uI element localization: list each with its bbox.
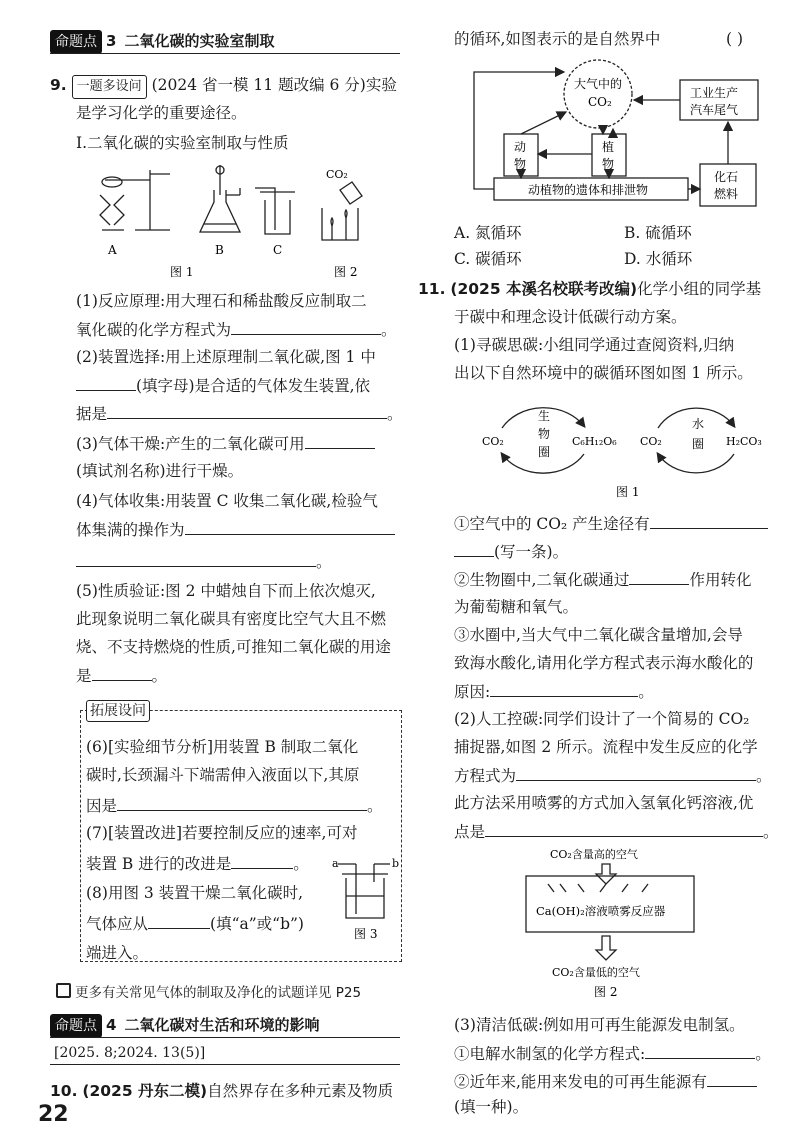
q11-p1-a: (1)寻碳思碳:小组同学通过查阅资料,归纳 — [454, 336, 735, 354]
section-4-header — [50, 1014, 319, 1038]
q11-p2-a: (2)人工控碳:同学们设计了一个简易的 CO₂ — [454, 710, 750, 728]
fig3-drying-bottle — [332, 856, 402, 946]
q10-text-b: 的循环,如图表示的是自然界中 — [454, 30, 661, 48]
q9-p2-c-line — [76, 402, 403, 425]
fig2-top: CO₂含量高的空气 — [550, 848, 638, 861]
bio-b: 物 — [538, 427, 551, 441]
answer-blank-3[interactable] — [107, 402, 387, 419]
q11-s3-b: 致海水酸化,请用化学方程式表示海水酸化的 — [454, 654, 754, 672]
period: 。 — [763, 823, 779, 841]
label-c: C — [273, 243, 283, 257]
plant-a: 植 — [602, 140, 615, 154]
co2-left: CO₂ — [482, 435, 504, 448]
q9-p7-b-line — [86, 852, 309, 875]
q9-line1 — [50, 74, 397, 99]
page-number: 22 — [38, 1102, 69, 1127]
q11-p2-c-line — [454, 764, 772, 787]
animal-b: 物 — [514, 157, 527, 171]
fig1-caption: 图 1 — [170, 265, 194, 279]
period: 。 — [151, 667, 168, 685]
q9-p6-c: 因是 — [86, 797, 118, 815]
q11-s1-a: ①空气中的 CO₂ 产生途径有 — [454, 515, 650, 533]
fig2-caption: 图 2 — [594, 985, 618, 999]
q11-q2: ②近年来,能用来发电的可再生能源有 — [454, 1073, 707, 1091]
apparatus-a — [100, 170, 170, 230]
port-a: a — [332, 857, 339, 870]
port-b: b — [392, 857, 400, 870]
q9-p4-a: (4)气体收集:用装置 C 收集二氧化碳,检验气 — [76, 492, 378, 510]
q11-line1 — [418, 278, 761, 300]
fig1-caption: 图 1 — [616, 485, 640, 499]
label-a: A — [108, 243, 117, 257]
q10-option-d[interactable]: D. 水循环 — [624, 250, 693, 268]
q9-p4-b: 体集满的操作为 — [76, 521, 185, 539]
q11-s1-b-line — [454, 540, 568, 563]
q9-p7-a: (7)[装置改进]若要控制反应的速率,可对 — [86, 824, 358, 842]
q9-p8-c: (填“a”或“b”) — [210, 915, 304, 933]
q9-p2-c: 据是 — [76, 405, 108, 423]
section-number: 4 — [106, 1016, 117, 1034]
q11-p2-e: 点是 — [454, 823, 486, 841]
q9-p5-c: 烧、不支持燃烧的性质,可推知二氧化碳的用途 — [76, 638, 391, 656]
period: 。 — [381, 321, 397, 339]
answer-blank-9[interactable] — [231, 852, 293, 869]
more-link-line[interactable] — [56, 982, 361, 1004]
period: 。 — [293, 855, 309, 873]
q9-p5-d: 是 — [76, 667, 92, 685]
q11-q2-b: (填一种)。 — [454, 1098, 529, 1116]
q9-p5-a: (5)性质验证:图 2 中蜡烛自下而上依次熄灭, — [76, 582, 376, 600]
answer-blank-7[interactable] — [92, 664, 152, 681]
fossil-b: 燃料 — [714, 187, 739, 201]
animal-a: 动 — [514, 140, 527, 154]
label-b: B — [215, 243, 224, 257]
q11-s2-c: 为葡萄糖和氧气。 — [454, 598, 579, 616]
q9-part1: Ⅰ.二氧化碳的实验室制取与性质 — [76, 134, 289, 152]
q10-option-b[interactable]: B. 硫循环 — [624, 224, 692, 242]
air-label: 大气中的 — [574, 77, 623, 91]
q11-s2-a: ②生物圈中,二氧化碳通过 — [454, 571, 630, 589]
q9-number: 9. — [50, 76, 67, 94]
q9-p4-c-line — [76, 550, 332, 573]
q9-p4-b-line — [76, 518, 395, 541]
apparatus-figure — [90, 160, 410, 280]
section-3-header — [50, 30, 274, 54]
period: 。 — [638, 683, 654, 701]
answer-blank-10[interactable] — [148, 912, 210, 929]
q9-p2-b-line — [76, 374, 370, 397]
q10-source: (2025 丹东二模) — [82, 1082, 208, 1100]
q10-text-a: 自然界存在多种元素及物质 — [207, 1082, 394, 1100]
section-4-years: [2025. 8;2024. 13(5)] — [54, 1045, 206, 1061]
extension-title: 拓展设问 — [86, 700, 150, 722]
q9-p5-b: 此现象说明二氧化碳具有密度比空气大且不燃 — [76, 610, 387, 628]
apparatus-c — [255, 188, 295, 234]
remains: 动植物的遗体和排泄物 — [528, 183, 649, 197]
q9-p6-a: (6)[实验细节分析]用装置 B 制取二氧化 — [86, 738, 359, 756]
q9-p8-d: 端进入。 — [86, 944, 149, 962]
q10-answer-paren[interactable]: ( ) — [726, 30, 744, 48]
q10-cycle-diagram — [468, 54, 778, 214]
section-label: 命题点 — [50, 30, 102, 54]
q11-s2-b: 作用转化 — [689, 571, 752, 589]
answer-blank-14[interactable] — [490, 680, 638, 697]
q11-p2-b: 捕捉器,如图 2 所示。流程中发生反应的化学 — [454, 738, 758, 756]
answer-blank-18[interactable] — [707, 1070, 757, 1087]
period: 。 — [316, 553, 332, 571]
section-4-rule-2 — [50, 1064, 400, 1065]
period: 。 — [387, 405, 403, 423]
q11-q1-line — [454, 1042, 771, 1065]
fig2-caption: 图 2 — [334, 265, 358, 279]
q9-p8-b-line — [86, 912, 304, 935]
q9-p3-a: (3)气体干燥:产生的二氧化碳可用 — [76, 435, 305, 453]
h2co3: H₂CO₃ — [726, 435, 762, 448]
section-title: 二氧化碳对生活和环境的影响 — [124, 1016, 320, 1034]
air-co2: CO₂ — [588, 95, 612, 109]
q9-intro-b: 是学习化学的重要途径。 — [76, 104, 247, 122]
q9-intro-a: 实验 — [365, 76, 397, 94]
answer-blank-6[interactable] — [76, 550, 316, 567]
q11-s2-line — [454, 568, 751, 591]
answer-blank-2[interactable] — [76, 374, 136, 391]
answer-blank-4[interactable] — [305, 432, 375, 449]
co2-label: CO₂ — [326, 168, 348, 181]
q9-tag: 一题多设问 — [72, 75, 147, 99]
q11-text-b: 于碳中和理念设计低碳行动方案。 — [454, 308, 687, 326]
q11-p1-b: 出以下自然环境中的碳循环图如图 1 所示。 — [454, 364, 753, 382]
period: 。 — [756, 767, 772, 785]
answer-blank-11[interactable] — [650, 512, 768, 529]
q9-p3-a-line — [76, 432, 375, 455]
answer-blank-1[interactable] — [231, 318, 381, 335]
q9-p1-a: (1)反应原理:用大理石和稀盐酸反应制取二 — [76, 292, 367, 310]
q10-option-c[interactable]: C. 碳循环 — [454, 250, 522, 268]
bio-c: 圈 — [538, 445, 551, 459]
bio-a: 生 — [538, 409, 551, 423]
q11-s3-a: ③水圈中,当大气中二氧化碳含量增加,会导 — [454, 626, 743, 644]
q11-p3: (3)清洁低碳:例如用可再生能源发电制氢。 — [454, 1016, 745, 1034]
answer-blank-8[interactable] — [117, 794, 367, 811]
q10-option-a[interactable]: A. 氮循环 — [454, 224, 522, 242]
q9-p3-b: (填试剂名称)进行干燥。 — [76, 462, 244, 480]
fig2-reactor: Ca(OH)₂溶液喷雾反应器 — [536, 904, 666, 918]
q9-p8-a: (8)用图 3 装置干燥二氧化碳时, — [86, 884, 304, 902]
q11-p2-c: 方程式为 — [454, 767, 517, 785]
q9-p7-b: 装置 B 进行的改进是 — [86, 855, 232, 873]
answer-blank-5[interactable] — [185, 518, 395, 535]
q11-s3-c: 原因: — [454, 683, 491, 701]
q9-p2-a: (2)装置选择:用上述原理制二氧化碳,图 1 中 — [76, 348, 376, 366]
industry-a: 工业生产 — [690, 86, 739, 100]
q9-p1-b-line — [76, 318, 397, 341]
answer-blank-13[interactable] — [629, 568, 689, 585]
answer-blank-12[interactable] — [454, 540, 494, 557]
period: 。 — [367, 797, 383, 815]
q9-p5-d-line — [76, 664, 167, 687]
section-number: 3 — [106, 32, 117, 50]
q11-fig2 — [514, 846, 714, 1010]
section-label: 命题点 — [50, 1014, 102, 1038]
section-3-rule — [50, 53, 400, 54]
q9-p1-b: 氧化碳的化学方程式为 — [76, 321, 232, 339]
fossil-a: 化石 — [714, 170, 739, 184]
q11-s1-line — [454, 512, 768, 535]
q9-p8-b: 气体应从 — [86, 915, 149, 933]
q10-line1 — [50, 1080, 393, 1102]
q11-s3-c-line — [454, 680, 654, 703]
apparatus-b — [200, 165, 240, 232]
fig3-caption: 图 3 — [354, 927, 378, 941]
q11-fig1 — [480, 396, 770, 506]
answer-blank-16[interactable] — [485, 820, 763, 837]
answer-blank-15[interactable] — [516, 764, 756, 781]
industry-b: 汽车尾气 — [690, 103, 739, 117]
water-b: 圈 — [692, 437, 705, 451]
section-title: 二氧化碳的实验室制取 — [124, 32, 275, 50]
candle-beaker — [322, 182, 362, 240]
q9-p2-b: (填字母)是合适的气体发生装置,依 — [136, 377, 371, 395]
q9-source: (2024 省一模 11 题改编 6 分) — [151, 76, 366, 94]
q11-q2-line — [454, 1070, 757, 1093]
q10-number: 10. — [50, 1082, 78, 1100]
section-4-rule — [50, 1037, 400, 1038]
fig2-bottom: CO₂含量低的空气 — [552, 966, 640, 979]
q11-p2-d: 此方法采用喷雾的方式加入氢氧化钙溶液,优 — [454, 794, 754, 812]
q9-p6-c-line — [86, 794, 383, 817]
q11-text-a: 化学小组的同学基 — [637, 280, 762, 298]
plant-b: 物 — [602, 157, 615, 171]
water-a: 水 — [692, 417, 705, 431]
glucose: C₆H₁₂O₆ — [572, 435, 617, 448]
q11-p2-e-line — [454, 820, 779, 843]
q11-s1-b: (写一条)。 — [494, 543, 569, 561]
more-link[interactable]: 更多有关常见气体的制取及净化的试题详见 P25 — [75, 985, 362, 1001]
q11-source: (2025 本溪名校联考改编) — [450, 280, 638, 298]
co2-right: CO₂ — [640, 435, 662, 448]
period: 。 — [755, 1045, 771, 1063]
q11-number: 11. — [418, 280, 446, 298]
link-icon — [56, 983, 71, 998]
answer-blank-17[interactable] — [645, 1042, 755, 1059]
q11-q1: ①电解水制氢的化学方程式: — [454, 1045, 646, 1063]
q9-p6-b: 碳时,长颈漏斗下端需伸入液面以下,其原 — [86, 766, 360, 784]
